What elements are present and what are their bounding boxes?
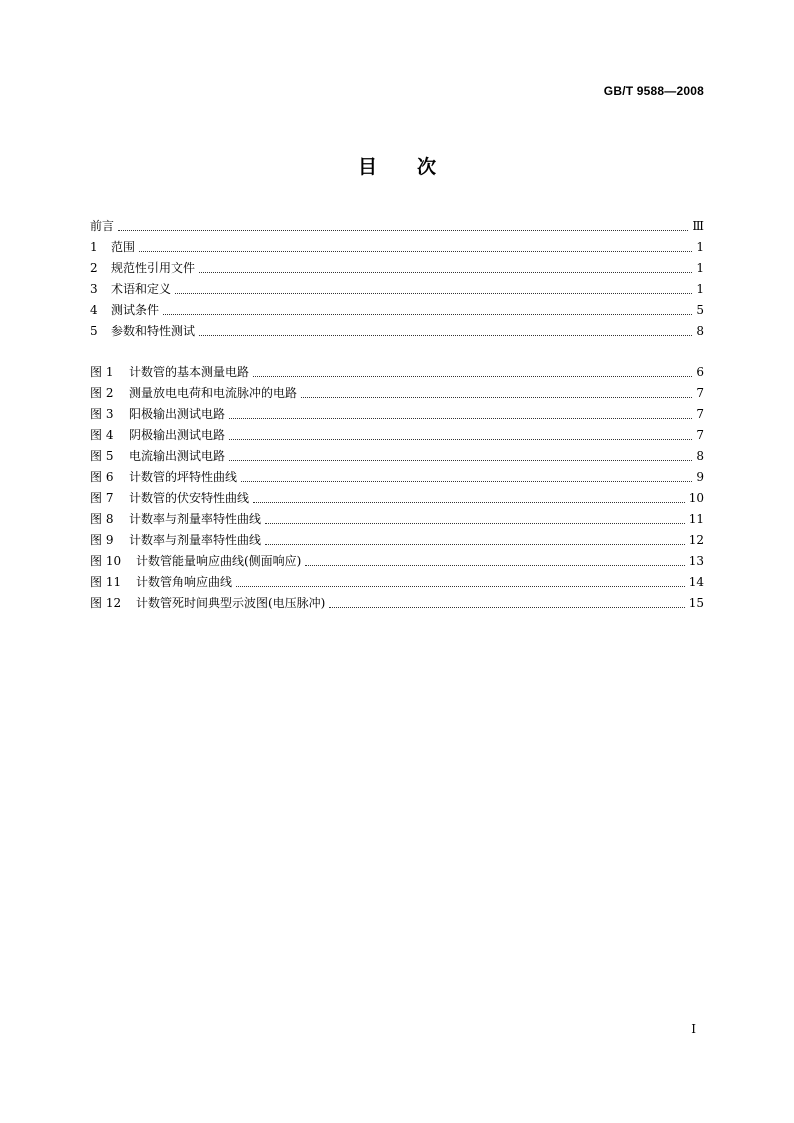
toc-entry-page: 7 [696, 386, 704, 400]
toc-entry-figure-5[interactable] [90, 446, 704, 467]
figure-number: 图 11 [90, 575, 122, 589]
dot-leader [265, 522, 685, 524]
dot-leader [163, 313, 692, 315]
figure-number: 图 8 [90, 512, 114, 526]
toc-entry-page: 6 [696, 365, 704, 379]
figure-number: 图 4 [90, 428, 114, 442]
figure-title: 测量放电电荷和电流脉冲的电路 [129, 386, 298, 400]
toc-entry-text: 参数和特性测试 [111, 324, 196, 338]
toc-entry-text: 范围 [111, 240, 136, 254]
dot-leader [301, 396, 692, 398]
toc-entry-section-3[interactable] [90, 279, 704, 300]
toc-sections-list [90, 216, 704, 342]
toc-entry-section-4[interactable] [90, 300, 704, 321]
dot-leader [253, 375, 692, 377]
toc-entry-number: 4 [90, 303, 98, 317]
figure-title: 计数管的坪特性曲线 [129, 470, 238, 484]
toc-entry-number: 5 [90, 324, 98, 338]
figure-title: 计数管角响应曲线 [136, 575, 233, 589]
toc-entry-text: 术语和定义 [111, 282, 172, 296]
toc-entry-page: 7 [696, 407, 704, 421]
figure-number: 图 7 [90, 491, 114, 505]
toc-entry-figure-4[interactable] [90, 425, 704, 446]
dot-leader [329, 606, 684, 608]
toc-entry-page: 7 [696, 428, 704, 442]
toc-entry-page: 15 [688, 596, 704, 610]
figure-title: 计数管死时间典型示波图(电压脉冲) [136, 596, 326, 610]
toc-entry-page: 5 [696, 303, 704, 317]
toc-entry-page: 8 [696, 324, 704, 338]
toc-entry-number: 1 [90, 240, 98, 254]
figure-title: 计数管的伏安特性曲线 [129, 491, 250, 505]
toc-entry-figure-10[interactable] [90, 551, 704, 572]
toc-entry-figure-8[interactable] [90, 509, 704, 530]
dot-leader [139, 250, 692, 252]
figure-number: 图 2 [90, 386, 114, 400]
dot-leader [229, 417, 692, 419]
figure-title: 阴极输出测试电路 [129, 428, 226, 442]
toc-entry-page: 13 [688, 554, 704, 568]
figure-number: 图 12 [90, 596, 122, 610]
dot-leader [229, 438, 692, 440]
toc-entry-section-1[interactable] [90, 237, 704, 258]
figure-number: 图 9 [90, 533, 114, 547]
figure-number: 图 10 [90, 554, 122, 568]
toc-entry-page: 1 [696, 240, 704, 254]
toc-entry-page: 1 [696, 261, 704, 275]
toc-entry-page: 12 [688, 533, 704, 547]
toc-entry-figure-3[interactable] [90, 404, 704, 425]
toc-entry-page: 9 [696, 470, 704, 484]
toc-entry-page: 14 [688, 575, 704, 589]
toc-entry-number: 3 [90, 282, 98, 296]
toc-entry-section-2[interactable] [90, 258, 704, 279]
dot-leader [199, 271, 692, 273]
figure-number: 图 1 [90, 365, 114, 379]
toc-entry-text: 前言 [90, 219, 115, 233]
figure-number: 图 3 [90, 407, 114, 421]
toc-title: 目次 [357, 156, 476, 178]
figure-number: 图 5 [90, 449, 114, 463]
standard-code: GB/T 9588—2008 [603, 84, 704, 98]
toc-entry-page: Ⅲ [692, 219, 704, 233]
toc-entry-number: 2 [90, 261, 98, 275]
dot-leader [265, 543, 685, 545]
figure-title: 电流输出测试电路 [129, 449, 226, 463]
toc-entry-figure-12[interactable] [90, 593, 704, 614]
toc-entry-foreword[interactable] [90, 216, 704, 237]
figure-number: 图 6 [90, 470, 114, 484]
toc-entry-figure-6[interactable] [90, 467, 704, 488]
dot-leader [305, 564, 684, 566]
dot-leader [241, 480, 692, 482]
figure-title: 计数率与剂量率特性曲线 [129, 533, 262, 547]
toc-entry-text: 测试条件 [111, 303, 160, 317]
toc-figures-list [90, 362, 704, 614]
toc-entry-figure-1[interactable] [90, 362, 704, 383]
toc-entry-page: 8 [696, 449, 704, 463]
toc-entry-page: 1 [696, 282, 704, 296]
page-number: Ⅰ [691, 1022, 696, 1036]
toc-entry-figure-2[interactable] [90, 383, 704, 404]
figure-title: 计数率与剂量率特性曲线 [129, 512, 262, 526]
toc-entry-section-5[interactable] [90, 321, 704, 342]
toc-entry-page: 10 [688, 491, 704, 505]
figure-title: 计数管能量响应曲线(侧面响应) [136, 554, 302, 568]
toc-entry-text: 规范性引用文件 [111, 261, 196, 275]
figure-title: 阳极输出测试电路 [129, 407, 226, 421]
toc-entry-figure-9[interactable] [90, 530, 704, 551]
toc-entry-figure-11[interactable] [90, 572, 704, 593]
dot-leader [253, 501, 685, 503]
dot-leader [118, 229, 688, 231]
dot-leader [175, 292, 692, 294]
toc-entry-page: 11 [688, 512, 704, 526]
figure-title: 计数管的基本测量电路 [129, 365, 250, 379]
dot-leader [229, 459, 692, 461]
dot-leader [236, 585, 685, 587]
dot-leader [199, 334, 692, 336]
toc-entry-figure-7[interactable] [90, 488, 704, 509]
